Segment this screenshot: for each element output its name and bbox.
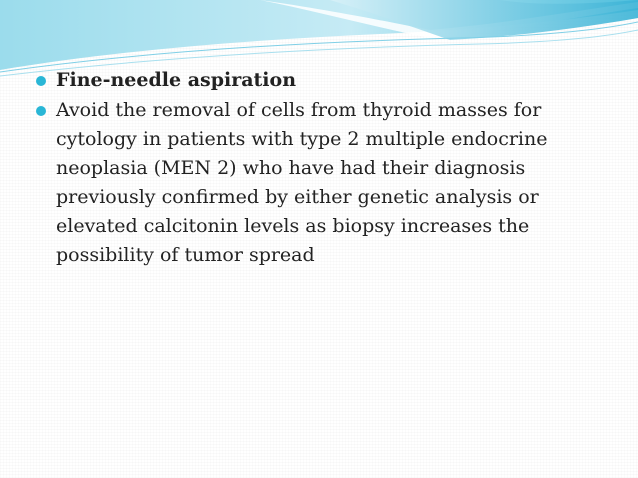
bullet-dot-icon	[36, 76, 46, 86]
bullet-text: Fine-needle aspiration	[56, 69, 297, 91]
bullet-dot-icon	[36, 106, 46, 116]
bullet-list	[36, 66, 576, 271]
bullet-item-avoid-removal	[36, 96, 576, 270]
bullet-item-fine-needle-aspiration	[36, 66, 576, 95]
bullet-text: Avoid the removal of cells from thyroid masses for cytology in patients with type 2 multiple endocrine neoplasia (MEN 2) who have had their diagnosis previously confirmed by either genetic analysis or elevated calcitonin levels as biopsy increases the possibility of tumor spread	[56, 99, 548, 266]
